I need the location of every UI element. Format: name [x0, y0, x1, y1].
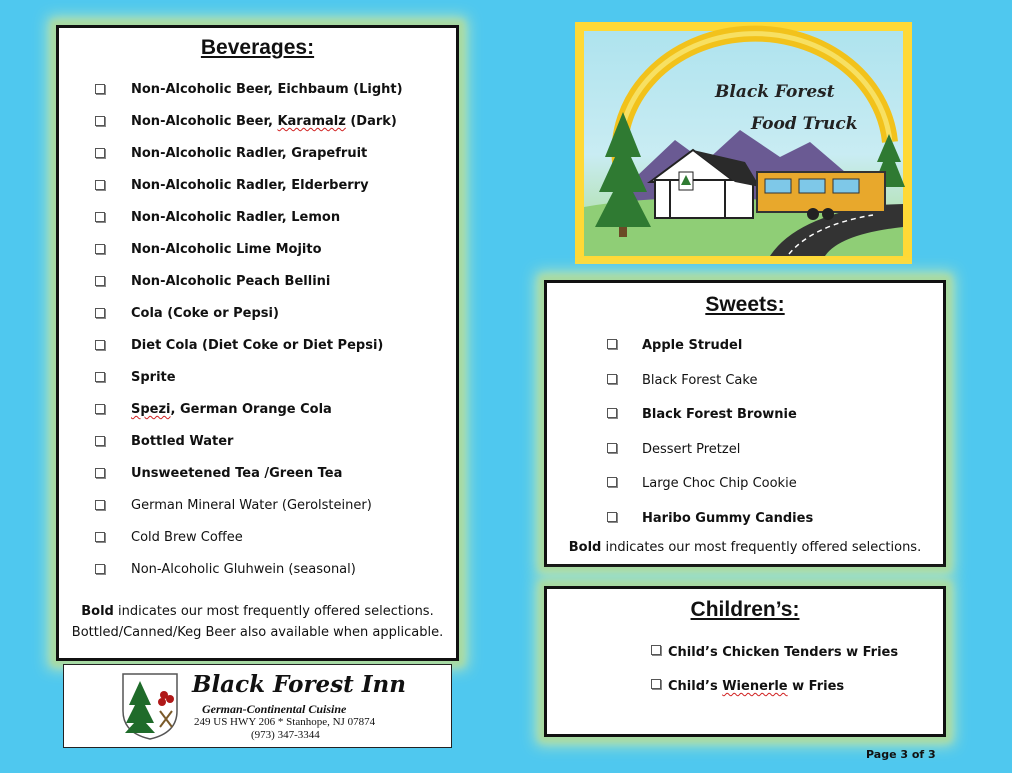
- menu-item: [547, 476, 943, 496]
- menu-item: [59, 82, 456, 102]
- checkbox[interactable]: [607, 339, 617, 349]
- menu-item: [59, 434, 456, 454]
- menu-item-text: Child’s: [668, 679, 723, 694]
- checkbox[interactable]: [95, 212, 105, 222]
- menu-item-label: Black Forest Cake: [642, 372, 758, 388]
- checkbox[interactable]: [95, 308, 105, 318]
- beverages-title: Beverages:: [200, 36, 315, 59]
- menu-item-text: (Dark): [345, 114, 397, 129]
- inn-phone: (973) 347-3344: [251, 729, 320, 741]
- menu-item: [59, 338, 456, 358]
- note-text: indicates our most frequently offered selections.: [601, 540, 922, 555]
- menu-item-label: [131, 114, 397, 129]
- checkbox[interactable]: [607, 374, 617, 384]
- menu-item-label: Bottled Water: [131, 434, 234, 449]
- beverages-note: [59, 604, 456, 619]
- checkbox[interactable]: [95, 372, 105, 382]
- menu-item: [547, 511, 943, 531]
- menu-item: [547, 373, 943, 393]
- menu-item-label: Cold Brew Coffee: [131, 530, 243, 545]
- menu-item-label: Non-Alcoholic Radler, Elderberry: [131, 178, 369, 193]
- checkbox[interactable]: [95, 116, 105, 126]
- menu-item: [547, 679, 943, 699]
- menu-item-label: Child’s Chicken Tenders w Fries: [668, 645, 899, 660]
- spellcheck-word: Spezi: [131, 402, 171, 417]
- childrens-title: Children’s:: [690, 598, 800, 621]
- note-bold-word: Bold: [81, 604, 114, 619]
- menu-item: [59, 114, 456, 134]
- inn-crest-icon: [120, 671, 180, 741]
- menu-item: [547, 442, 943, 462]
- checkbox[interactable]: [95, 180, 105, 190]
- checkbox[interactable]: [607, 477, 617, 487]
- menu-item-label: [668, 679, 844, 694]
- inn-name: Black Forest Inn: [192, 671, 406, 698]
- menu-item: [59, 370, 456, 390]
- menu-item-label: Dessert Pretzel: [642, 441, 741, 457]
- checkbox[interactable]: [95, 468, 105, 478]
- spellcheck-word: Wienerle: [722, 679, 788, 694]
- menu-item-label: Non-Alcoholic Gluhwein (seasonal): [131, 562, 356, 577]
- menu-item-label: Diet Cola (Diet Coke or Diet Pepsi): [131, 338, 384, 353]
- food-truck-logo-line1: Black Forest: [715, 82, 835, 102]
- menu-item-label: Non-Alcoholic Beer, Eichbaum (Light): [131, 82, 403, 97]
- menu-item-label: Non-Alcoholic Lime Mojito: [131, 242, 322, 257]
- beverages-panel: [56, 25, 459, 661]
- menu-item-label: Haribo Gummy Candies: [642, 510, 814, 526]
- checkbox[interactable]: [95, 340, 105, 350]
- menu-item-label: Large Choc Chip Cookie: [642, 476, 797, 491]
- childrens-panel: [544, 586, 946, 737]
- menu-item-label: Non-Alcoholic Radler, Grapefruit: [131, 146, 368, 161]
- beverages-note-2: Bottled/Canned/Keg Beer also available when applicable.: [71, 625, 444, 640]
- menu-item-label: Non-Alcoholic Peach Bellini: [131, 274, 331, 289]
- menu-item: [59, 146, 456, 166]
- checkbox[interactable]: [95, 276, 105, 286]
- checkbox[interactable]: [95, 500, 105, 510]
- menu-item: [59, 274, 456, 294]
- note-text: indicates our most frequently offered selections.: [113, 604, 434, 619]
- food-truck-illustration: [575, 22, 912, 264]
- menu-item-label: Non-Alcoholic Radler, Lemon: [131, 210, 341, 225]
- menu-item: [59, 402, 456, 422]
- checkbox[interactable]: [607, 443, 617, 453]
- menu-item: [59, 178, 456, 198]
- menu-item: [547, 407, 943, 427]
- menu-item-text: w Fries: [787, 679, 845, 694]
- food-truck-logo: [575, 22, 912, 264]
- menu-item: [59, 210, 456, 230]
- menu-item-label: German Mineral Water (Gerolsteiner): [131, 498, 372, 513]
- checkbox[interactable]: [95, 244, 105, 254]
- note-bold-word: Bold: [568, 540, 602, 555]
- menu-item: [59, 306, 456, 326]
- menu-item-label: Apple Strudel: [642, 338, 743, 353]
- menu-item-label: Cola (Coke or Pepsi): [131, 306, 279, 321]
- checkbox[interactable]: [95, 564, 105, 574]
- menu-item-label: Sprite: [131, 370, 176, 385]
- checkbox[interactable]: [651, 679, 661, 689]
- menu-item: [59, 562, 456, 582]
- checkbox[interactable]: [607, 408, 617, 418]
- menu-item: [59, 498, 456, 518]
- menu-item: [547, 338, 943, 358]
- inn-address: 249 US HWY 206 * Stanhope, NJ 07874: [194, 716, 376, 728]
- spellcheck-word: Karamalz: [277, 114, 346, 129]
- checkbox[interactable]: [95, 404, 105, 414]
- menu-item: [59, 466, 456, 486]
- menu-item-label: Black Forest Brownie: [642, 407, 797, 422]
- sweets-title: Sweets:: [705, 293, 785, 316]
- food-truck-logo-line2: Food Truck: [751, 114, 858, 134]
- inn-cuisine: German-Continental Cuisine: [202, 702, 347, 716]
- sweets-note: [547, 540, 943, 555]
- sweets-panel: [544, 280, 946, 567]
- menu-item: [59, 530, 456, 550]
- page-number: Page 3 of 3: [866, 748, 936, 761]
- inn-logo-box: [63, 664, 452, 748]
- menu-item-text: Non-Alcoholic Beer,: [131, 114, 278, 129]
- checkbox[interactable]: [95, 436, 105, 446]
- menu-item: [59, 242, 456, 262]
- menu-item-text: , German Orange Cola: [170, 402, 332, 417]
- checkbox[interactable]: [651, 645, 661, 655]
- checkbox[interactable]: [607, 512, 617, 522]
- menu-item: [547, 645, 943, 665]
- checkbox[interactable]: [95, 532, 105, 542]
- checkbox[interactable]: [95, 148, 105, 158]
- menu-item-label: [131, 402, 332, 417]
- checkbox[interactable]: [95, 84, 105, 94]
- menu-item-label: Unsweetened Tea /Green Tea: [131, 466, 343, 481]
